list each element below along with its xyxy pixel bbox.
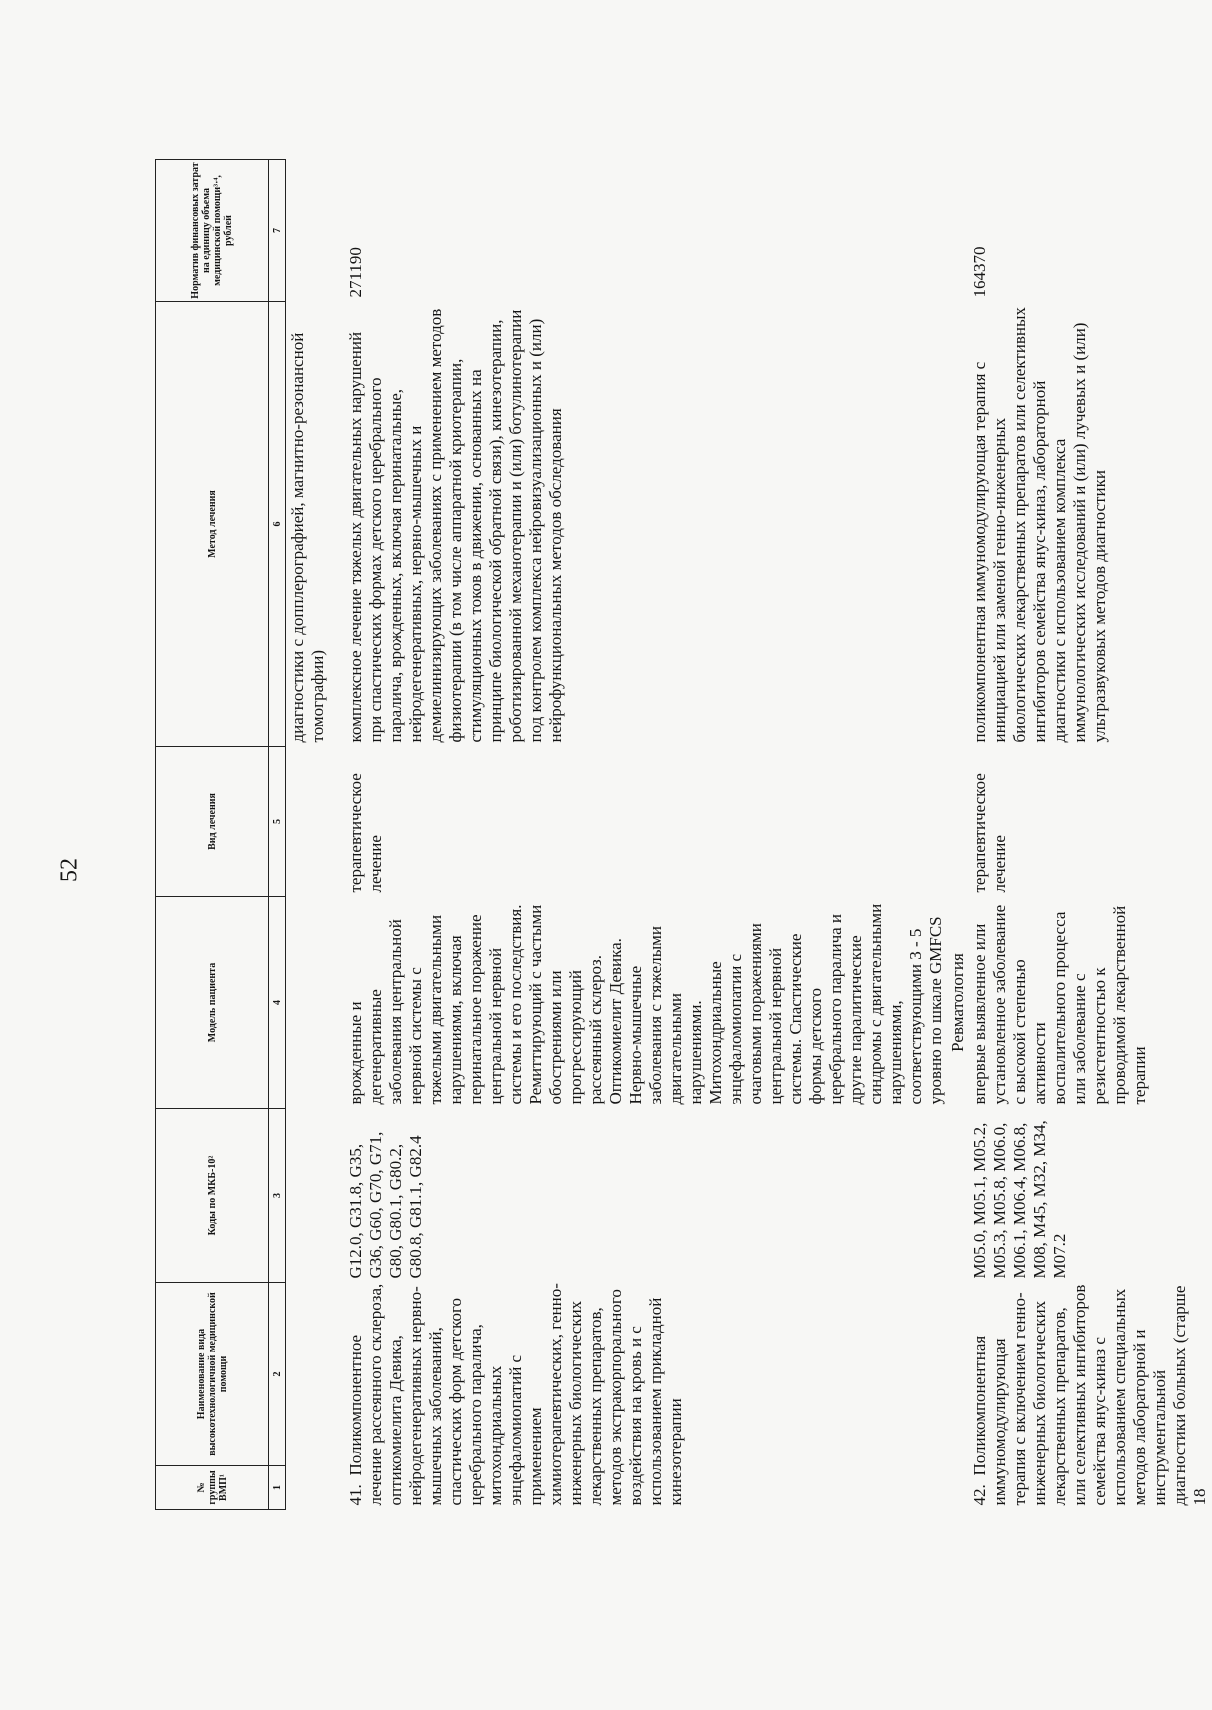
- vmp-name: Поликомпонентное лечение рассеянного склероза, оптикомиелита Девика, нейродегенеративных нервно-мышечных заболеваний, спастических форм детского церебрального паралича, митохондриальных энцефаломиопатий с применением химиотерапевтических, генно-инженерных биологических лекарственных препаратов, методов экстракорпорального воздействия на кровь и с использованием прикладной кинезотерапии: [346, 1283, 685, 1506]
- section-row: [948, 160, 968, 1510]
- cost-standard: 271190: [346, 247, 365, 298]
- column-number: 7: [269, 160, 286, 302]
- treatment-type: терапевтическое лечение: [346, 773, 385, 893]
- column-number: 3: [269, 1109, 286, 1283]
- continued-method-text: диагностики с допплерографией, магнитно-резонансной томографии): [288, 332, 327, 743]
- group-number: 42.: [970, 1484, 989, 1506]
- group-number: 41.: [346, 1484, 365, 1506]
- patient-model: врожденные и дегенеративные заболевания центральной нервной системы с тяжелыми двигательными нарушениями, включая перинатальное поражение центральной нервной системы и его последствия. Ремиттирующий с частыми обострениями или прогрессирующий рассеянный склероз. Оптикомиелит Девика. Нервно-мышечные заболевания с тяжелыми двигательными нарушениями. Митохондриальные энцефаломиопатии с очаговыми поражениями центральной нервной системы. Спастические формы детского церебрального паралича и другие паралитические синдромы с двигательными нарушениями, соответствующими 3 - 5 уровню по шкале GMFCS: [346, 903, 945, 1105]
- rotated-table-container: [155, 160, 1209, 1510]
- table-header: [156, 160, 286, 1510]
- treatment-type: терапевтическое лечение: [970, 773, 1009, 893]
- column-number: 1: [269, 1466, 286, 1510]
- page-number: 52: [56, 858, 83, 882]
- vmp-table: [155, 159, 1212, 1510]
- icd-codes: M05.0, M05.1, M05.2, M05.3, M05.8, M06.0, M06.1, M06.4, M06.8, M08, M45, M32, M34, M07.2: [970, 1120, 1069, 1279]
- table-row: [968, 160, 1212, 1510]
- section-title: Ревматология: [948, 953, 967, 1052]
- column-number: 4: [269, 897, 286, 1109]
- header-cost-standard: Норматив финансовых затрат на единицу объема медицинской помощи³·⁴, рублей: [156, 160, 269, 302]
- header-icd-codes: Коды по МКБ-10²: [156, 1109, 269, 1283]
- column-number: 6: [269, 302, 286, 747]
- treatment-method: комплексное лечение тяжелых двигательных нарушений при спастических формах детского церебрального паралича, врожденных, включая перинатальные, нейродегенеративных, нервно-мышечных и демиелинизирующих заболеваниях с применением методов физиотерапии (в том числе аппаратной криотерапии, стимуляционных токов в движении, основанных на принципе биологической обратной связи), кинезотерапии, роботизированной механотерапии и (или) ботулинотерапии под контролем комплекса нейровизуализационных и (или) нейрофункциональных методов обследования: [346, 308, 565, 743]
- vmp-name-cell: [968, 1283, 1212, 1510]
- table-row: [344, 160, 948, 1510]
- treatment-method: поликомпонентная иммуномодулирующая терапия с инициацией или заменой генно-инженерных биологических лекарственных препаратов или селективных ингибиторов семейства янус-киназ, лабораторной диагностики с использованием комплекса иммунологических исследований и (или) лучевых и (или) ультразвуковых методов диагностики: [970, 307, 1109, 743]
- column-number: 5: [269, 747, 286, 897]
- column-number: 2: [269, 1283, 286, 1466]
- header-patient-model: Модель пациента: [156, 897, 269, 1109]
- icd-codes: G12.0, G31.8, G35, G36, G60, G70, G71, G80, G80.1, G80.2, G80.8, G81.1, G82.4: [346, 1131, 425, 1279]
- patient-model: впервые выявленное или установленное заболевание с высокой степенью активности воспалительного процесса или заболевание с резистентностью к проводимой лекарственной терапии: [970, 904, 1149, 1105]
- table-row-continuation: [286, 160, 331, 1510]
- header-group-number: № группы ВМП¹: [156, 1466, 269, 1510]
- vmp-name: Поликомпонентная иммуномодулирующая терапия с включением генно-инженерных биологических лекарственных препаратов, или селективных ингибиторов семейства янус-киназ с использованием специальных методов лабораторной и инструментальной диагностики больных (старше 18: [970, 1284, 1209, 1506]
- header-vmp-name: Наименование вида высокотехнологичной медицинской помощи: [156, 1283, 269, 1466]
- table-body: [286, 160, 1212, 1510]
- cost-standard: 164370: [970, 246, 989, 298]
- header-treatment-type: Вид лечения: [156, 747, 269, 897]
- vmp-name-cell: [344, 1283, 948, 1510]
- header-treatment-method: Метод лечения: [156, 302, 269, 747]
